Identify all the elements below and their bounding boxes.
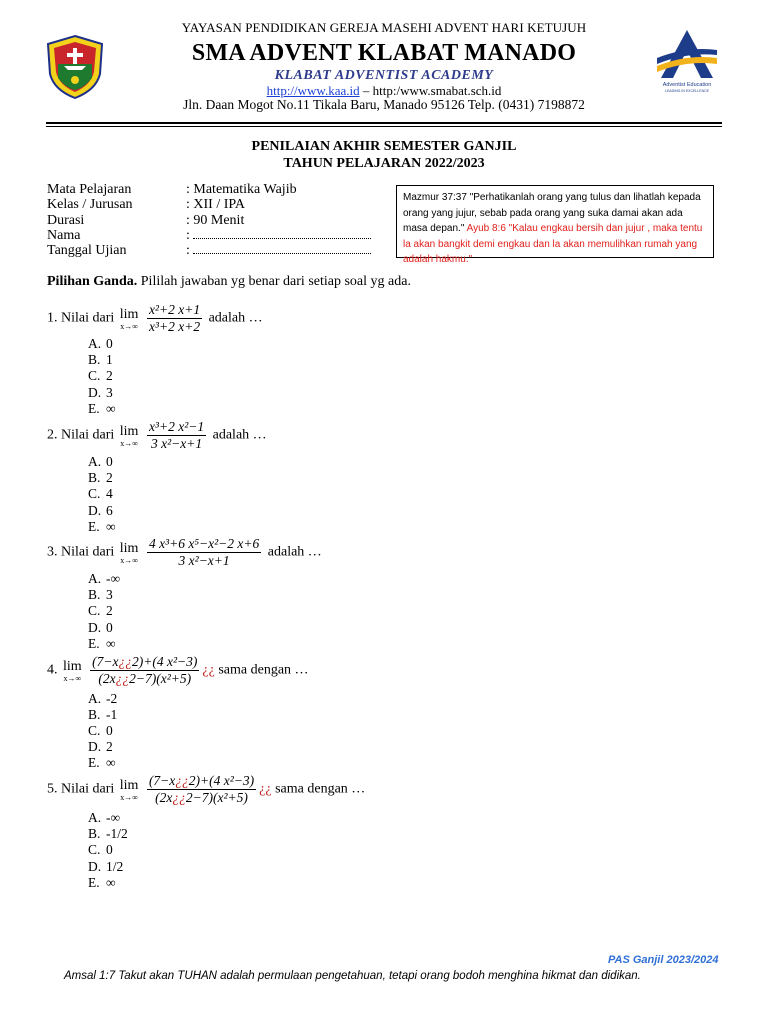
- question-suffix: sama dengan …: [275, 781, 366, 797]
- info-label: Tanggal Ujian: [47, 243, 127, 258]
- denominator: x³+2 x+2: [148, 319, 201, 334]
- question-2: [47, 419, 267, 452]
- fraction: [147, 302, 202, 335]
- numerator: (7−x¿¿2)+(4 x²−3): [92, 654, 198, 669]
- question-prefix: Nilai dari: [61, 544, 115, 560]
- option[interactable]: A. -∞: [88, 810, 121, 825]
- foundation-name: YAYASAN PENDIDIKAN GEREJA MASEHI ADVENT HARI KETUJUH: [181, 20, 587, 35]
- limit-operator: lim x→∞: [119, 777, 139, 802]
- option[interactable]: C. 2: [88, 368, 113, 383]
- adventist-education-caption: Adventist Education: [662, 82, 712, 88]
- option[interactable]: A. -2: [88, 691, 118, 706]
- section-instruction: Pililah jawaban yg benar dari setiap soal yg ada.: [137, 274, 411, 289]
- question-number: 3.: [47, 544, 58, 560]
- exam-year: TAHUN PELAJARAN 2022/2023: [283, 156, 485, 171]
- fraction: [147, 773, 256, 806]
- option[interactable]: D. 2: [88, 739, 113, 754]
- option[interactable]: B. -1/2: [88, 826, 128, 841]
- option[interactable]: C. 0: [88, 723, 113, 738]
- limit-operator: lim x→∞: [119, 423, 139, 448]
- question-number: 1.: [47, 310, 58, 326]
- denominator: 3 x²−x+1: [178, 553, 230, 568]
- info-value: : Matematika Wajib: [186, 182, 297, 197]
- info-label: Kelas / Jurusan: [47, 197, 133, 212]
- question-1: [47, 302, 263, 335]
- website-link-kaa[interactable]: http://www.kaa.id: [266, 83, 360, 98]
- question-suffix: adalah …: [267, 544, 322, 560]
- adventist-education-subcaption: LEADING IN EXCELLENCE: [665, 89, 709, 93]
- question-number: 2.: [47, 427, 58, 443]
- option[interactable]: E. ∞: [88, 875, 116, 890]
- garbled-symbol: ¿¿: [202, 662, 215, 678]
- question-4: [47, 654, 309, 687]
- fraction: [90, 654, 199, 687]
- exam-code: PAS Ganjil 2023/2024: [608, 954, 719, 966]
- numerator: (7−x¿¿2)+(4 x²−3): [148, 773, 255, 788]
- info-label: Durasi: [47, 213, 85, 228]
- fraction: [147, 419, 206, 452]
- option[interactable]: D. 3: [88, 385, 113, 400]
- limit-operator: lim x→∞: [119, 306, 139, 331]
- question-number: 4.: [47, 662, 58, 678]
- academy-name: KLABAT ADVENTIST ACADEMY: [274, 68, 494, 83]
- limit-operator: lim x→∞: [63, 658, 82, 683]
- option[interactable]: B. -1: [88, 707, 118, 722]
- question-prefix: Nilai dari: [61, 427, 115, 443]
- date-blank-line: [193, 243, 371, 254]
- denominator: 3 x²−x+1: [150, 436, 203, 451]
- name-blank-line: [193, 228, 371, 239]
- website-separator: –: [359, 83, 373, 98]
- verse-psalm: Mazmur 37:37 "Perhatikanlah orang yang tulus dan lihatlah kepada orang yang jujur, sebab pada orang yang suka damai akan ada masa depan.": [403, 192, 701, 234]
- school-address: Jln. Daan Mogot No.11 Tikala Baru, Manado 95126 Telp. (0431) 7198872: [183, 97, 585, 112]
- numerator: x³+2 x²−1: [148, 419, 205, 434]
- option[interactable]: C. 4: [88, 486, 113, 501]
- limit-operator: lim x→∞: [119, 540, 139, 565]
- info-value: :: [186, 243, 190, 258]
- info-value: : XII / IPA: [186, 197, 245, 212]
- header-divider-thin: [46, 126, 722, 127]
- numerator: 4 x³+6 x⁵−x²−2 x+6: [148, 536, 260, 551]
- option[interactable]: A. 0: [88, 336, 113, 351]
- option[interactable]: C. 0: [88, 842, 113, 857]
- exam-title: PENILAIAN AKHIR SEMESTER GANJIL: [251, 139, 517, 154]
- info-label: Mata Pelajaran: [47, 182, 132, 197]
- header-divider: [46, 122, 722, 124]
- option[interactable]: D. 0: [88, 620, 113, 635]
- garbled-symbol: ¿¿: [259, 781, 272, 797]
- question-3: [47, 536, 322, 569]
- question-suffix: adalah …: [208, 310, 263, 326]
- school-name: SMA ADVENT KLABAT MANADO: [191, 40, 577, 66]
- denominator: (2x¿¿2−7)(x²+5): [98, 671, 192, 686]
- option[interactable]: A. 0: [88, 454, 113, 469]
- question-suffix: sama dengan …: [218, 662, 309, 678]
- fraction: [147, 536, 261, 569]
- option[interactable]: C. 2: [88, 603, 113, 618]
- option[interactable]: E. ∞: [88, 755, 116, 770]
- question-number: 5.: [47, 781, 58, 797]
- question-5: [47, 773, 365, 806]
- option[interactable]: E. ∞: [88, 401, 116, 416]
- option[interactable]: E. ∞: [88, 519, 116, 534]
- question-suffix: adalah …: [212, 427, 267, 443]
- bible-verse-box: [396, 185, 714, 265]
- question-prefix: Nilai dari: [61, 781, 115, 797]
- option[interactable]: D. 1/2: [88, 859, 124, 874]
- website-smabat: http:/www.smabat.sch.id: [372, 83, 502, 98]
- numerator: x²+2 x+1: [148, 302, 201, 317]
- info-value: : 90 Menit: [186, 213, 245, 228]
- section-intro: [47, 274, 411, 290]
- question-prefix: Nilai dari: [61, 310, 115, 326]
- option[interactable]: B. 1: [88, 352, 113, 367]
- section-title: Pilihan Ganda.: [47, 274, 138, 289]
- option[interactable]: D. 6: [88, 503, 113, 518]
- footer-verse: Amsal 1:7 Takut akan TUHAN adalah permulaan pengetahuan, tetapi orang bodoh menghina hikmat dan didikan.: [64, 970, 641, 982]
- denominator: (2x¿¿2−7)(x²+5): [155, 790, 248, 805]
- option[interactable]: B. 3: [88, 587, 113, 602]
- info-value: :: [186, 228, 190, 243]
- info-label: Nama: [47, 228, 81, 243]
- option[interactable]: A. -∞: [88, 571, 121, 586]
- option[interactable]: B. 2: [88, 470, 113, 485]
- option[interactable]: E. ∞: [88, 636, 116, 651]
- verse-job: Ayub 8:6 "Kalau engkau bersih dan jujur , maka tentu la akan bangkit demi engkau dan la akan memulihkan rumah yang adalah hakmu.": [403, 223, 703, 265]
